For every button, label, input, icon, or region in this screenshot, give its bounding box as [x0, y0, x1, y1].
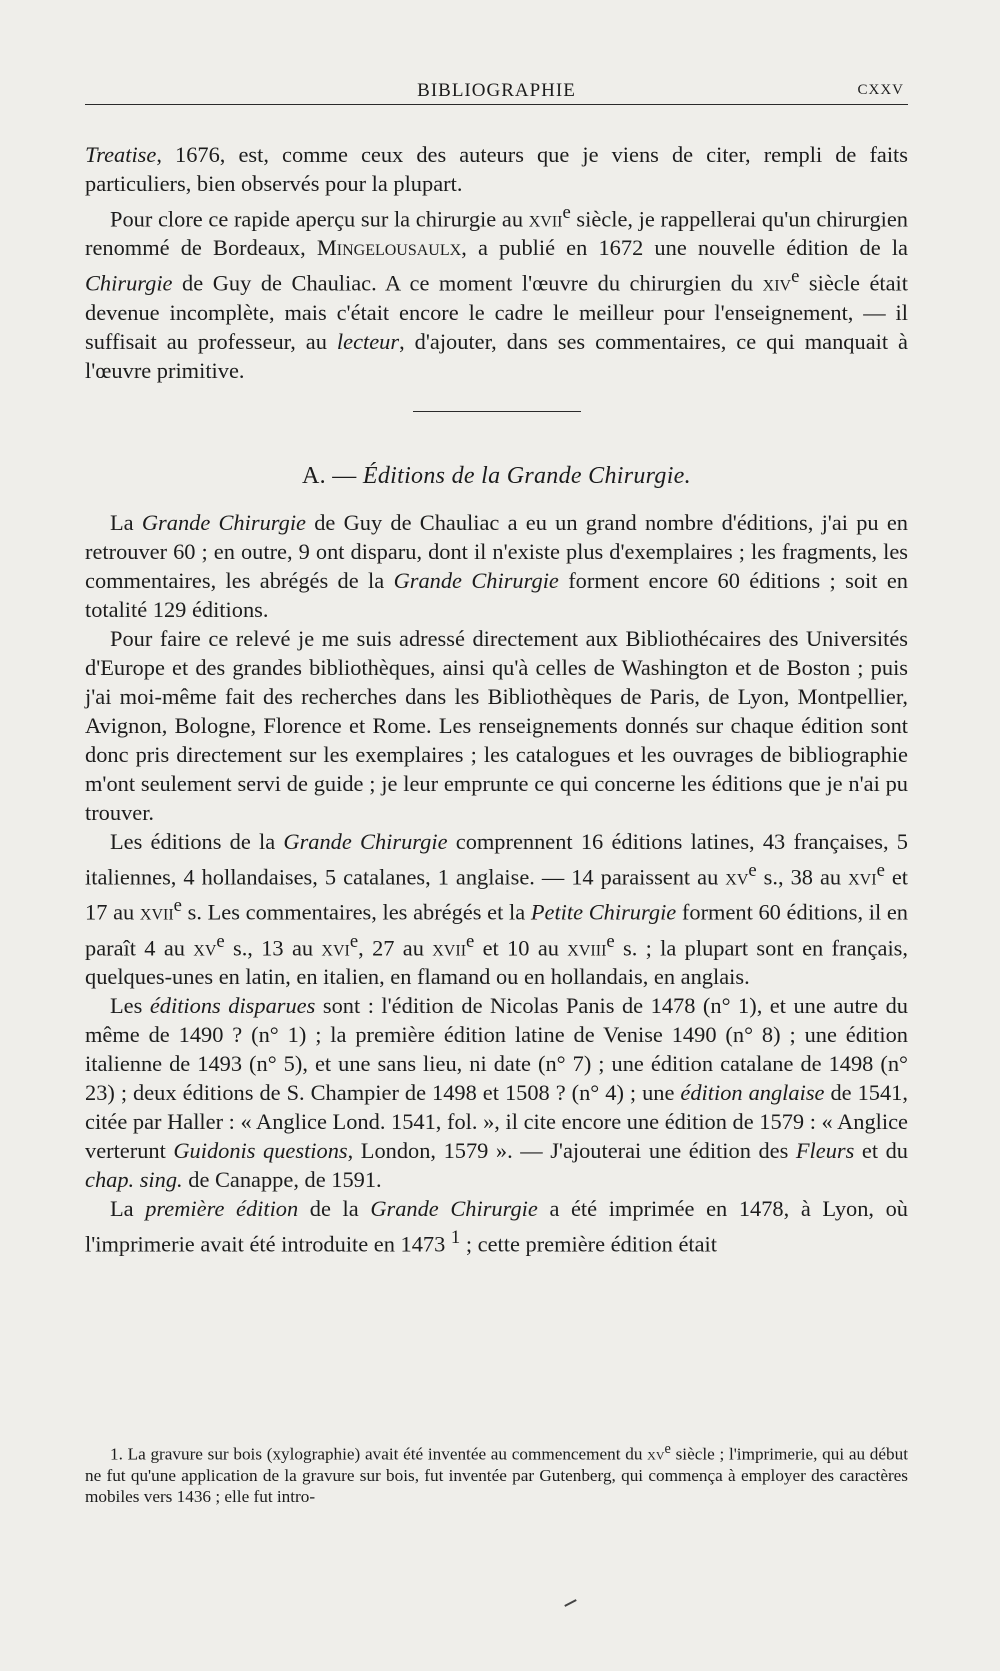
paragraph-treatise: Treatise, 1676, est, comme ceux des auteurs que je viens de citer, rempli de faits particuliers, bien observés pour la plupart. [85, 142, 908, 196]
footnotes [85, 1439, 908, 1507]
paragraph-seventeenth-century: Pour clore ce rapide aperçu sur la chirurgie au xvii$^e$ siècle, je rappellerai qu'un chirurgien renommé de Bordeaux, Mingelousaulx, a publié en 1672 une nouvelle édition de la Chirurgie de Guy de Chauliac. A ce moment l'œuvre du chirurgien du xiv$^e$ siècle était devenue incomplète, mais c'était encore le cadre le meilleur pour l'enseignement, — il suffisait au professeur, au lecteur, d'ajouter, dans ses commentaires, ce qui manquait à l'œuvre primitive. [85, 202, 909, 383]
running-head [85, 78, 908, 105]
running-title: BIBLIOGRAPHIE [417, 80, 576, 101]
footnote-1: 1. La gravure sur bois (xylographie) avait été inventée au commencement du $xv^e$ siècle ; l'imprimerie, qui au début ne fut qu'une application de la gravure sur bois, fut inventée par Gutenberg, qui commença à employer des caractères mobiles vers 1436 ; elle fut intro- [85, 1441, 908, 1506]
body-text [85, 140, 908, 1259]
footnote-ref: 1 [450, 1227, 461, 1249]
author-name: Mingelousaulx [316, 235, 462, 261]
paragraph-languages: Les éditions de la Grande Chirurgie comprennent 16 éditions latines, 43 françaises, 5 italiennes, 4 hollandaises, 5 catalanes, 1 anglaise. — 14 paraissent au $xv^e$ s., 38 au xvi$^e$ et 17 au xvii$^e$ s. Les commentaires, les abrégés et la Petite Chirurgie forment 60 éditions, il en paraît 4 au $xv^e$ s., 13 au xvi$^e$, 27 au xvii$^e$ et 10 au xviii$^e$ s. ; la plupart sont en français, quelques-unes en latin, en italien, en flamand ou en hollandais, en anglais. [85, 828, 909, 990]
page-number: CXXV [857, 82, 904, 98]
paragraph-lost-editions: Les éditions disparues sont : l'édition de Nicolas Panis de 1478 (n° 1), et une autre du même de 1490 ? (n° 1) ; la première édition latine de Venise 1490 (n° 8) ; une édition italienne de 1493 (n° 5), et une sans lieu, ni date (n° 7) ; une édition catalane de 1498 (n° 23) ; deux éditions de S. Champier de 1498 et 1508 ? (n° 4) ; une édition anglaise de 1541, citée par Haller : « Anglice Lond. 1541, fol. », il cite encore une édition de 1579 : « Anglice verterunt Guidonis questions, London, 1579 ». — J'ajouterai une édition des Fleurs et du chap. sing. de Canappe, de 1591. [85, 993, 908, 1193]
title-treatise: Treatise [85, 142, 157, 167]
section-divider [413, 411, 581, 412]
section-heading: A. — Éditions de la Grande Chirurgie. [302, 462, 691, 489]
paragraph-libraries: Pour faire ce relevé je me suis adressé directement aux Bibliothécaires des Universités d'Europe et des grandes bibliothèques, ainsi qu'à celles de Washington et de Boston ; puis j'ai moi-même fait des recherches dans les Bibliothèques de Paris, de Lyon, Montpellier, Avignon, Bologne, Florence et Rome. Les renseignements donnés sur chaque édition sont donc pris directement sur les exemplaires ; les catalogues et les ouvrages de bibliographie m'ont seulement servi de guide ; je leur emprunte ce qui concerne les éditions que je n'ai pu trouver. [85, 625, 908, 825]
paragraph-first-edition: La première édition de la Grande Chirurgie a été imprimée en 1478, à Lyon, où l'imprimerie avait été introduite en 1473 $^1$ ; cette première édition était [85, 1196, 908, 1257]
paragraph-editions-count: La Grande Chirurgie de Guy de Chauliac a eu un grand nombre d'éditions, j'ai pu en retrouver 60 ; en outre, 9 ont disparu, dont il n'existe plus d'exemplaires ; les fragments, les commentaires, les abrégés de la Grande Chirurgie forment encore 60 éditions ; soit en totalité 129 éditions. [85, 509, 908, 622]
ink-mark [564, 1599, 576, 1607]
